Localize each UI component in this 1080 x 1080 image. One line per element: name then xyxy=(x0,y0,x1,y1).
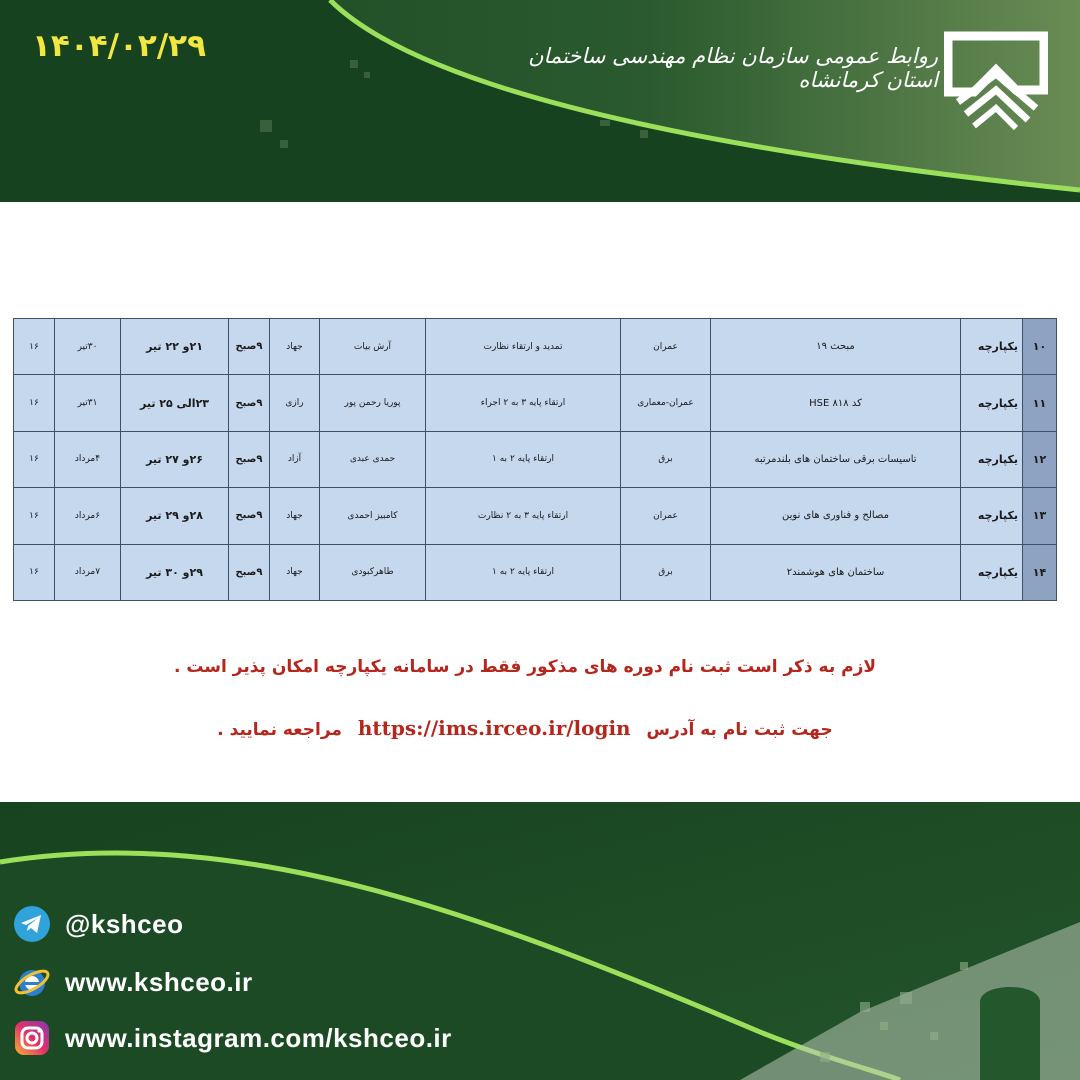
course-type: یکپارچه xyxy=(961,319,1023,375)
exam-date: ۶مرداد xyxy=(55,488,121,544)
course-hours: ۱۶ xyxy=(14,319,55,375)
course-type: یکپارچه xyxy=(961,544,1023,600)
course-field: عمران xyxy=(621,319,711,375)
table-row xyxy=(14,319,1057,375)
venue: جهاد xyxy=(270,319,320,375)
course-hours: ۱۶ xyxy=(14,431,55,487)
table-row xyxy=(14,488,1057,544)
telegram-contact[interactable] xyxy=(13,904,183,944)
start-time: ۹صبح xyxy=(229,488,270,544)
instructor: طاهرکبودی xyxy=(320,544,426,600)
course-field: برق xyxy=(621,431,711,487)
course-field: برق xyxy=(621,544,711,600)
notice-text-after: مراجعه نمایید . xyxy=(217,720,342,740)
exam-date: ۷مرداد xyxy=(55,544,121,600)
courses-table xyxy=(13,318,1056,601)
course-hours: ۱۶ xyxy=(14,488,55,544)
exam-date: ۳۱تیر xyxy=(55,375,121,431)
course-purpose: ارتقاء پایه ۲ به ۱ xyxy=(426,431,621,487)
row-number: ۱۳ xyxy=(1023,488,1057,544)
instagram-url: www.instagram.com/kshceo.ir xyxy=(65,1022,452,1053)
start-time: ۹صبح xyxy=(229,375,270,431)
instructor: کامبیز احمدی xyxy=(320,488,426,544)
course-title: کد HSE ۸۱۸ xyxy=(711,375,961,431)
telegram-icon xyxy=(13,905,51,943)
course-dates: ۲۳الی ۲۵ تیر xyxy=(121,375,229,431)
table-row xyxy=(14,431,1057,487)
instagram-contact[interactable] xyxy=(13,1018,452,1058)
venue: آزاد xyxy=(270,431,320,487)
course-title: مبحث ۱۹ xyxy=(711,319,961,375)
row-number: ۱۴ xyxy=(1023,544,1057,600)
course-title: مصالح و فناوری های نوین xyxy=(711,488,961,544)
telegram-handle: @kshceo xyxy=(65,908,184,939)
internet-explorer-icon xyxy=(13,963,51,1001)
registration-link[interactable]: https://ims.irceo.ir/login xyxy=(357,716,631,740)
course-hours: ۱۶ xyxy=(14,375,55,431)
course-title: ساختمان های هوشمند۲ xyxy=(711,544,961,600)
footer-banner xyxy=(0,802,1080,1080)
course-title: تاسیسات برقی ساختمان های بلندمرتبه xyxy=(711,431,961,487)
exam-date: ۴مرداد xyxy=(55,431,121,487)
instructor: آرش بیات xyxy=(320,319,426,375)
date: ۱۴۰۴/۰۲/۲۹ xyxy=(32,28,207,64)
start-time: ۹صبح xyxy=(229,544,270,600)
course-hours: ۱۶ xyxy=(14,544,55,600)
organization-name: روابط عمومی سازمان نظام مهندسی ساختمان استان کرمانشاه xyxy=(528,44,938,92)
exam-date: ۳۰تیر xyxy=(55,319,121,375)
course-type: یکپارچه xyxy=(961,431,1023,487)
notice-line-2 xyxy=(0,716,1050,740)
instagram-icon xyxy=(13,1019,51,1057)
course-purpose: ارتقاء پایه ۳ به ۲ اجراء xyxy=(426,375,621,431)
table-row xyxy=(14,544,1057,600)
notice-text-before: جهت ثبت نام به آدرس xyxy=(646,720,833,740)
instructor: حمدی عبدی xyxy=(320,431,426,487)
course-type: یکپارچه xyxy=(961,375,1023,431)
course-purpose: ارتقاء پایه ۲ به ۱ xyxy=(426,544,621,600)
course-dates: ۲۶و ۲۷ تیر xyxy=(121,431,229,487)
course-type: یکپارچه xyxy=(961,488,1023,544)
course-purpose: ارتقاء پایه ۳ به ۲ نظارت xyxy=(426,488,621,544)
row-number: ۱۰ xyxy=(1023,319,1057,375)
course-purpose: تمدید و ارتقاء نظارت xyxy=(426,319,621,375)
website-contact[interactable] xyxy=(13,962,253,1002)
venue: جهاد xyxy=(270,488,320,544)
org-logo xyxy=(944,30,1048,130)
notice-line-1: لازم به ذکر است ثبت نام دوره های مذکور فقط در سامانه یکپارچه امکان پذیر است . xyxy=(173,657,877,677)
table-row xyxy=(14,375,1057,431)
header-banner xyxy=(0,0,1080,202)
venue: جهاد xyxy=(270,544,320,600)
website-url: www.kshceo.ir xyxy=(65,966,253,997)
course-dates: ۲۸و ۲۹ تیر xyxy=(121,488,229,544)
course-dates: ۲۹و ۳۰ تیر xyxy=(121,544,229,600)
start-time: ۹صبح xyxy=(229,431,270,487)
row-number: ۱۲ xyxy=(1023,431,1057,487)
start-time: ۹صبح xyxy=(229,319,270,375)
course-dates: ۲۱و ۲۲ تیر xyxy=(121,319,229,375)
course-field: عمران-معماری xyxy=(621,375,711,431)
row-number: ۱۱ xyxy=(1023,375,1057,431)
course-field: عمران xyxy=(621,488,711,544)
instructor: پوریا رحمن پور xyxy=(320,375,426,431)
venue: رازی xyxy=(270,375,320,431)
